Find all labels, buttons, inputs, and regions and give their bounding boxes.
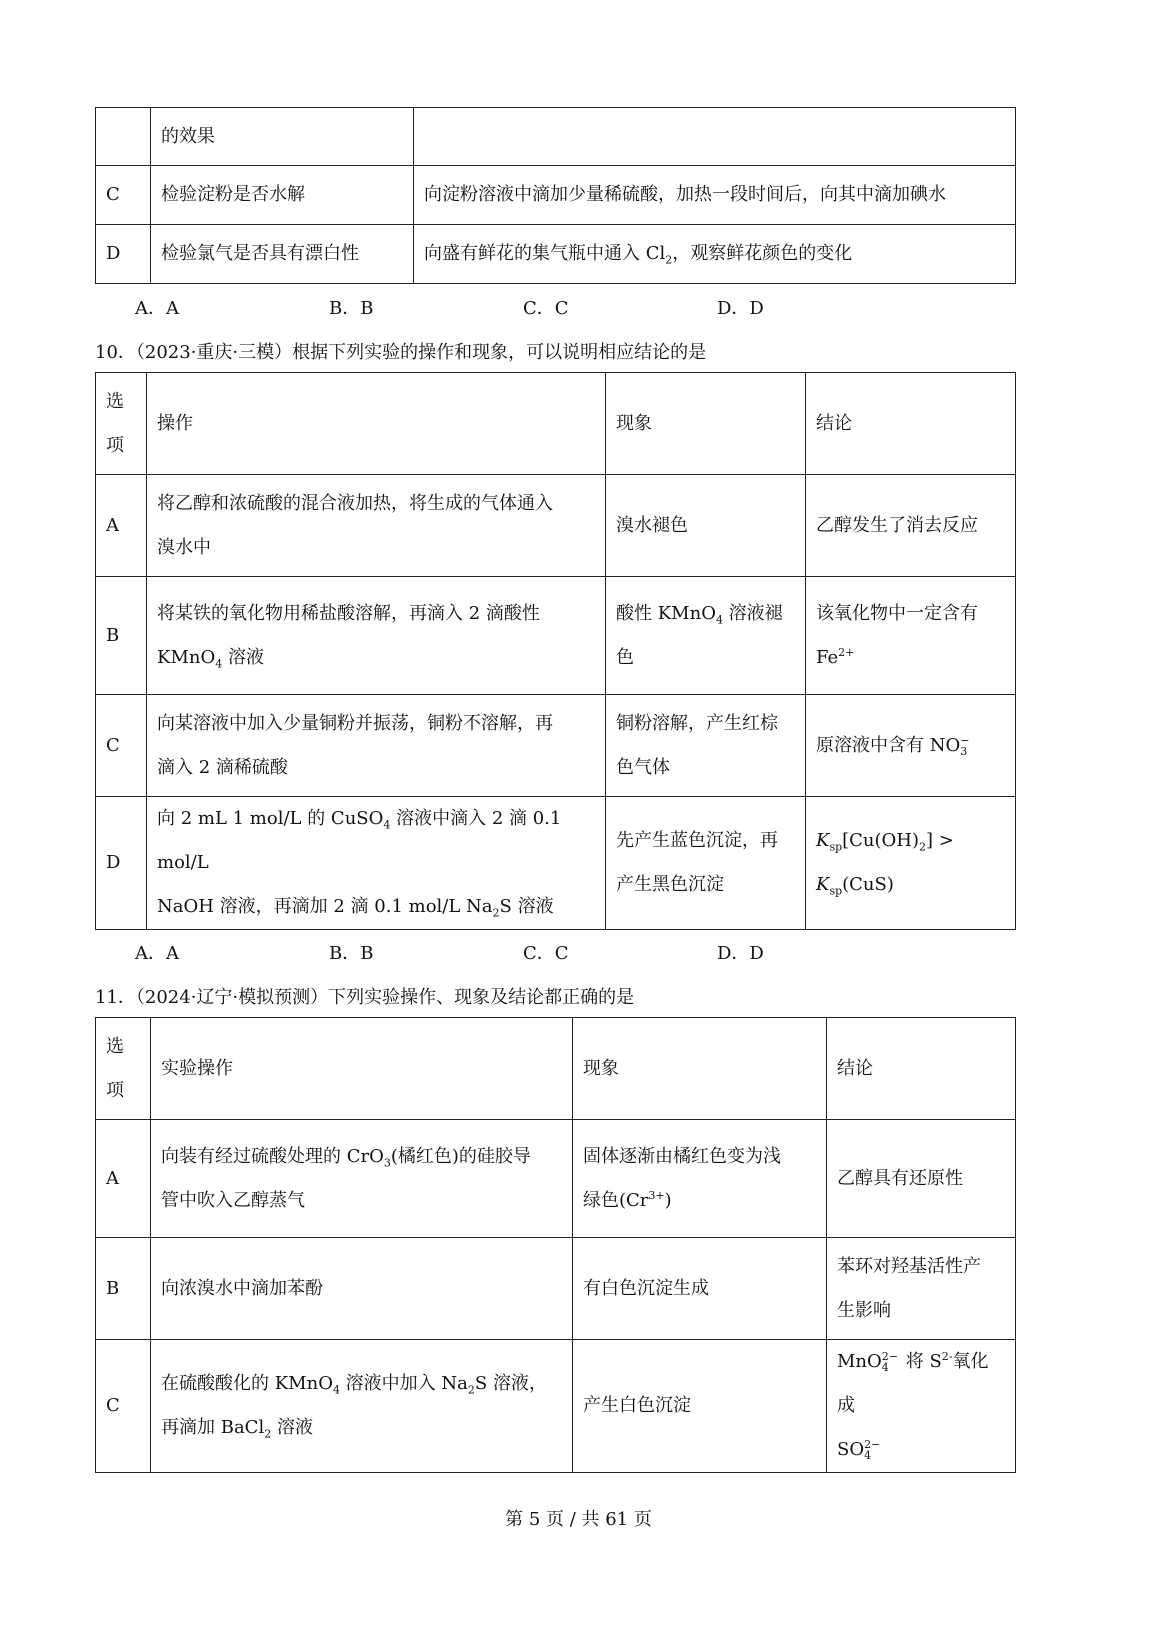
table-cell: 乙醇发生了消去反应 bbox=[806, 475, 1016, 577]
q10-title: 10．（2023·重庆·三模）根据下列实验的操作和现象，可以说明相应结论的是 bbox=[95, 342, 707, 363]
option-d: D．D bbox=[717, 298, 764, 319]
table-cell bbox=[414, 108, 1016, 166]
table-cell: 在硫酸酸化的 KMnO$_4$ 溶液中加入 $Na_2S$ 溶液， 再滴加 BaCl$_2$ 溶液 bbox=[151, 1340, 573, 1473]
table-cell: 酸性 KMnO$_4$ 溶液褪 色 bbox=[606, 577, 806, 695]
table-cell: 结论 bbox=[806, 373, 1016, 475]
table-cell: 实验操作 bbox=[151, 1018, 573, 1120]
table-header-row bbox=[96, 373, 1016, 475]
table-cell: 检验淀粉是否水解 bbox=[151, 166, 414, 225]
table-cell: 现象 bbox=[606, 373, 806, 475]
option-label-cell bbox=[96, 108, 151, 166]
option-label-cell: A bbox=[96, 1120, 151, 1238]
option-c: C．C bbox=[523, 298, 569, 319]
q9-table bbox=[95, 107, 1016, 284]
option-label-cell: D bbox=[96, 225, 151, 284]
page-footer: 第 5 页 / 共 61 页 bbox=[505, 1509, 652, 1530]
table-header-row bbox=[96, 1018, 1016, 1120]
option-b: B．B bbox=[329, 298, 374, 319]
table-cell: 将乙醇和浓硫酸的混合液加热，将生成的气体通入 溴水中 bbox=[147, 475, 606, 577]
q10-table bbox=[95, 372, 1016, 930]
option-label-cell: D bbox=[96, 797, 147, 930]
table-row bbox=[96, 1120, 1016, 1238]
option-label-cell: A bbox=[96, 475, 147, 577]
table-cell: 操作 bbox=[147, 373, 606, 475]
option-a: A．A bbox=[135, 298, 179, 319]
table-cell: 向某溶液中加入少量铜粉并振荡，铜粉不溶解，再 滴入 2 滴稀硫酸 bbox=[147, 695, 606, 797]
table-cell: 铜粉溶解，产生红棕 色气体 bbox=[606, 695, 806, 797]
table-cell: 固体逐渐由橘红色变为浅 绿色$(Cr^{3+})$ bbox=[573, 1120, 827, 1238]
table-row bbox=[96, 1238, 1016, 1340]
option-label-cell: C bbox=[96, 1340, 151, 1473]
table-row bbox=[96, 797, 1016, 930]
table-cell: 原溶液中含有 NO − 3 bbox=[806, 695, 1016, 797]
q11-title: 11．（2024·辽宁·模拟预测）下列实验操作、现象及结论都正确的是 bbox=[95, 987, 635, 1008]
table-row bbox=[96, 475, 1016, 577]
table-row bbox=[96, 108, 1016, 166]
table-cell: 向淀粉溶液中滴加少量稀硫酸，加热一段时间后，向其中滴加碘水 bbox=[414, 166, 1016, 225]
table-row bbox=[96, 1340, 1016, 1473]
table-cell: 溴水褪色 bbox=[606, 475, 806, 577]
q9-options bbox=[135, 294, 911, 320]
table-cell: 检验氯气是否具有漂白性 bbox=[151, 225, 414, 284]
table-row bbox=[96, 225, 1016, 284]
table-cell: 有白色沉淀生成 bbox=[573, 1238, 827, 1340]
table-row bbox=[96, 695, 1016, 797]
option-label-cell: 选 项 bbox=[96, 1018, 151, 1120]
table-cell: 向装有经过硫酸处理的 CrO$_3$(橘红色)的硅胶导 管中吹入乙醇蒸气 bbox=[151, 1120, 573, 1238]
option-d: D．D bbox=[717, 943, 764, 964]
table-cell: 苯环对羟基活性产 生影响 bbox=[827, 1238, 1016, 1340]
q10-options bbox=[135, 939, 911, 965]
table-cell: 该氧化物中一定含有 $Fe^{2+}$ bbox=[806, 577, 1016, 695]
table-cell: 结论 bbox=[827, 1018, 1016, 1120]
option-c: C．C bbox=[523, 943, 569, 964]
table-cell: 向 2 mL 1 mol/L 的 CuSO$_4$ 溶液中滴入 2 滴 0.1 mol/L NaOH 溶液，再滴加 2 滴 0.1 mol/L $Na_2S$ 溶液 bbox=[147, 797, 606, 930]
option-a: A．A bbox=[135, 943, 179, 964]
table-row bbox=[96, 166, 1016, 225]
table-cell: 先产生蓝色沉淀，再 产生黑色沉淀 bbox=[606, 797, 806, 930]
q11-table bbox=[95, 1017, 1016, 1473]
table-cell: 产生白色沉淀 bbox=[573, 1340, 827, 1473]
table-cell: 向浓溴水中滴加苯酚 bbox=[151, 1238, 573, 1340]
option-label-cell: B bbox=[96, 1238, 151, 1340]
table-row bbox=[96, 577, 1016, 695]
table-cell: 向盛有鲜花的集气瓶中通入 $Cl_2$，观察鲜花颜色的变化 bbox=[414, 225, 1016, 284]
option-label-cell: C bbox=[96, 695, 147, 797]
table-cell: 将某铁的氧化物用稀盐酸溶解，再滴入 2 滴酸性 KMnO$_4$ 溶液 bbox=[147, 577, 606, 695]
option-b: B．B bbox=[329, 943, 374, 964]
table-cell: 乙醇具有还原性 bbox=[827, 1120, 1016, 1238]
table-cell: 现象 bbox=[573, 1018, 827, 1120]
option-label-cell: 选 项 bbox=[96, 373, 147, 475]
table-cell: MnO 2− 4 将 $S^{2-}$氧化成 SO 2− 4 bbox=[827, 1340, 1016, 1473]
option-label-cell: C bbox=[96, 166, 151, 225]
table-cell: 的效果 bbox=[151, 108, 414, 166]
option-label-cell: B bbox=[96, 577, 147, 695]
table-cell: $K_{sp}[Cu(OH)_2]$ > $K_{sp}(CuS)$ bbox=[806, 797, 1016, 930]
